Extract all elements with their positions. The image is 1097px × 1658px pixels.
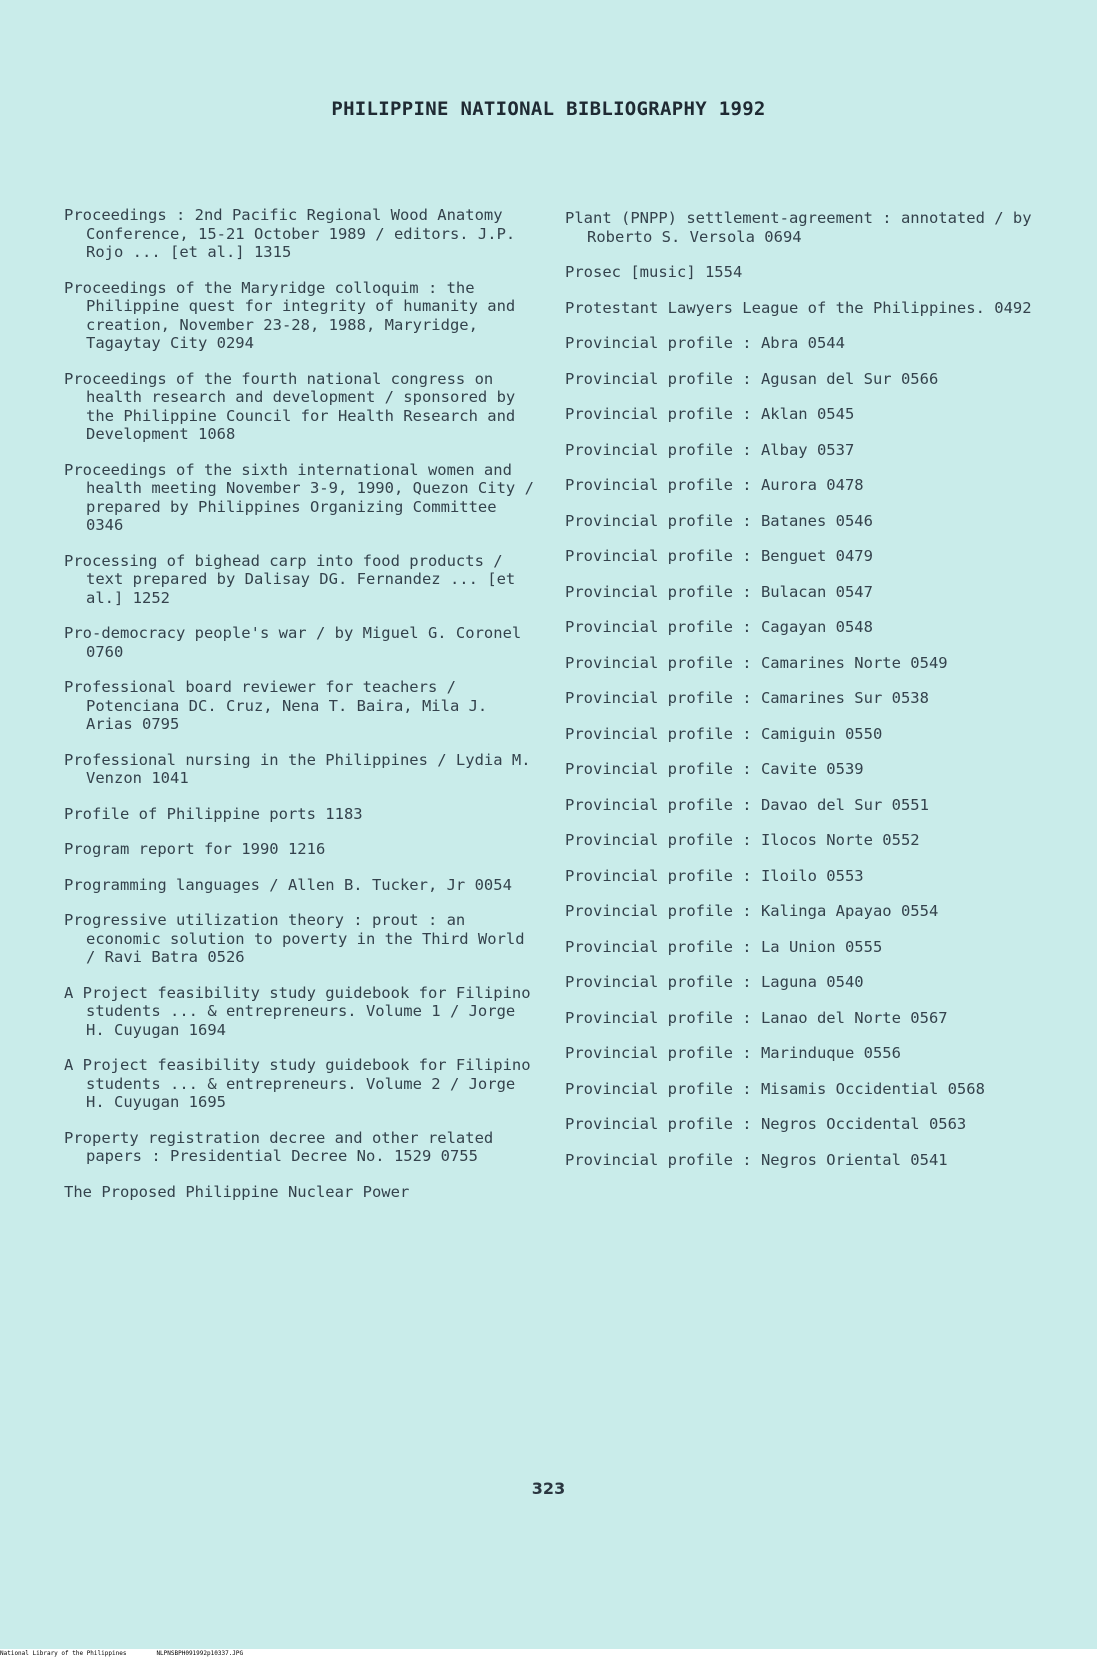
bibliography-entry: Provincial profile : Negros Oriental 0541: [565, 1150, 948, 1169]
bibliography-entry: Provincial profile : Laguna 0540: [565, 973, 864, 991]
bibliography-entry: Proceedings of the fourth national congress on health research and development / sponsored by the Philippine Council for Health Research and Development 1068: [64, 369, 525, 443]
bibliography-entry: A Project feasibility study guidebook for Filipino students ... & entrepreneurs. Volume 1 / Jorge H. Cuyugan 1694: [64, 983, 540, 1039]
bibliography-entry: Professional nursing in the Philippines / Lydia M. Venzon 1041: [64, 750, 540, 787]
bibliography-entry: Programming languages / Allen B. Tucker, Jr 0054: [64, 875, 512, 894]
bibliography-entry: Profile of Philippine ports 1183: [64, 804, 363, 823]
bibliography-entry: Proceedings of the sixth international women and health meeting November 3-9, 1990, Quezon City / prepared by Philippines Organizing Committee 0346: [64, 460, 544, 534]
bibliography-entry: Provincial profile : Marinduque 0556: [565, 1044, 901, 1062]
bibliography-entry: Provincial profile : La Union 0555: [565, 937, 883, 956]
scan-footer: [0, 1649, 1097, 1658]
bibliography-entry: Processing of bighead carp into food products / text prepared by Dalisay DG. Fernandez ... [et al.] 1252: [64, 551, 525, 607]
bibliography-entry: The Proposed Philippine Nuclear Power: [64, 1182, 410, 1201]
bibliography-entry: Provincial profile : Batanes 0546: [565, 511, 873, 530]
bibliography-entry: Proceedings : 2nd Pacific Regional Wood Anatomy Conference, 15-21 October 1989 / editors. J.P. Rojo ... [et al.] 1315: [64, 206, 525, 261]
bibliography-entry: Provincial profile : Camiguin 0550: [565, 724, 883, 743]
bibliography-entry: Provincial profile : Bulacan 0547: [565, 582, 873, 601]
right-column: [565, 209, 1041, 1186]
bibliography-entry: Property registration decree and other related papers : Presidential Decree No. 1529 0755: [64, 1128, 503, 1165]
bibliography-entry: Provincial profile : Davao del Sur 0551: [565, 795, 929, 814]
bibliography-entry: Provincial profile : Ilocos Norte 0552: [565, 831, 920, 849]
bibliography-entry: Provincial profile : Lanao del Norte 0567: [565, 1008, 948, 1027]
bibliography-entry: Provincial profile : Kalinga Apayao 0554: [565, 902, 939, 920]
bibliography-entry: Provincial profile : Camarines Sur 0538: [565, 689, 929, 707]
page-number: 323: [531, 1479, 566, 1498]
bibliography-entry: Provincial profile : Benguet 0479: [565, 547, 873, 565]
bibliography-entry: Provincial profile : Aurora 0478: [565, 476, 864, 494]
footer-file-id: NLPNSBPH091992p10337.JPG: [156, 1650, 244, 1657]
bibliography-entry: A Project feasibility study guidebook for Filipino students ... & entrepreneurs. Volume 2 / Jorge H. Cuyugan 1695: [64, 1056, 540, 1111]
bibliography-entry: Protestant Lawyers League of the Philippines. 0492: [565, 298, 1032, 317]
bibliography-entry: Provincial profile : Cavite 0539: [565, 760, 864, 778]
bibliography-entry: Provincial profile : Aklan 0545: [565, 405, 855, 423]
bibliography-entry: Provincial profile : Misamis Occidential 0568: [565, 1079, 985, 1098]
bibliography-entry: Proceedings of the Maryridge colloquim : the Philippine quest for integrity of humanity and creation, November 23-28, 1988, Maryridge, Tagaytay City 0294: [64, 278, 525, 352]
bibliography-entry: Progressive utilization theory : prout : an economic solution to poverty in the Third World / Ravi Batra 0526: [64, 911, 534, 966]
page-title: PHILIPPINE NATIONAL BIBLIOGRAPHY 1992: [331, 98, 766, 120]
bibliography-entry: Provincial profile : Negros Occidental 0563: [565, 1115, 967, 1133]
footer-library: National Library of the Philippines: [0, 1650, 127, 1657]
bibliography-entry: Prosec [music] 1554: [565, 263, 743, 281]
bibliography-entry: Pro-democracy people's war / by Miguel G. Coronel 0760: [64, 624, 531, 661]
bibliography-entry: Program report for 1990 1216: [64, 840, 326, 858]
bibliography-entry: Professional board reviewer for teachers / Potenciana DC. Cruz, Nena T. Baira, Mila J. Arias 0795: [64, 678, 497, 733]
bibliography-entry: Provincial profile : Iloilo 0553: [565, 866, 864, 885]
bibliography-entry: Provincial profile : Cagayan 0548: [565, 618, 873, 636]
bibliography-entry: Plant (PNPP) settlement-agreement : annotated / by Roberto S. Versola 0694: [565, 209, 1041, 246]
left-column: [64, 206, 544, 1218]
bibliography-entry: Provincial profile : Camarines Norte 0549: [565, 653, 948, 672]
bibliography-entry: Provincial profile : Abra 0544: [565, 334, 845, 352]
bibliography-entry: Provincial profile : Albay 0537: [565, 440, 855, 459]
bibliography-entry: Provincial profile : Agusan del Sur 0566: [565, 369, 939, 388]
